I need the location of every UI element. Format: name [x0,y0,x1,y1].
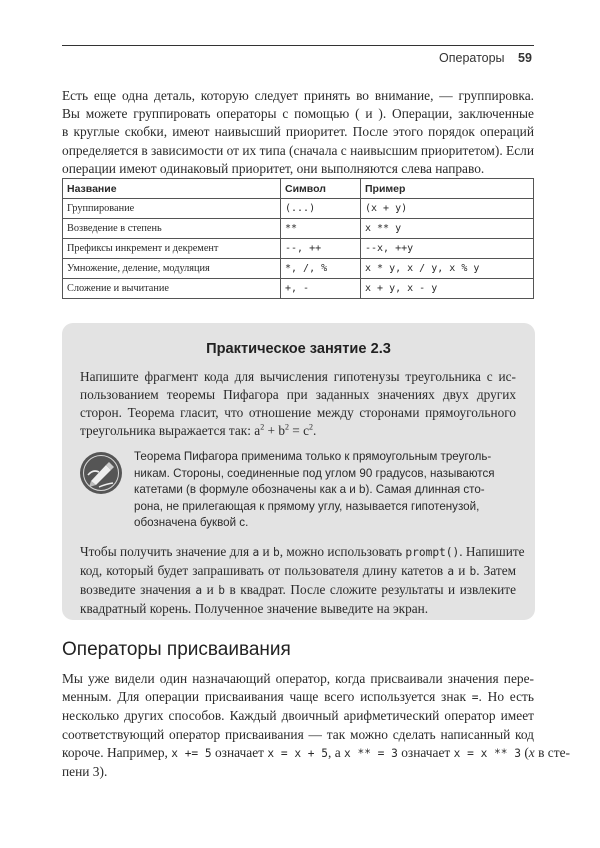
cell-example: x * y, x / y, x % y [361,259,534,279]
section-heading: Операторы присваивания [62,639,291,660]
cell-example: x ** y [361,219,534,239]
hint-line: код, который будет запрашивать от пользователя длину катетов a и b. Затем [80,563,517,578]
table-row [63,259,534,279]
exercise-hint [80,543,525,618]
cell-name: Возведение в степень [63,219,281,239]
exercise-note [134,449,495,532]
cell-example: (x + y) [361,199,534,219]
assignment-line: пени 3). [62,764,108,780]
assignment-line: соответствующий оператор присваивания — так можно сделать написанный код [62,726,534,742]
column-header-name: Название [63,179,281,199]
note-line: катетами (в формуле обозначены как a и b). Самая длинная сто- [134,483,485,496]
intro-line: операции имеют одинаковый приоритет, они выполняются слева направо. [62,160,485,176]
assignment-line: несколько других способов. Каждый двоичный арифметический оператор имеет [62,708,534,724]
intro-line: Вы можете группировать операторы с помощью ( и ). Операции, заключенные [62,106,534,122]
task-line: Напишите фрагмент кода для вычисления гипотенузы треугольника с ис- [80,369,516,384]
note-line: обозначена буквой c. [134,516,249,529]
header-rule [62,45,534,46]
operators-table [62,178,534,299]
intro-line: определяется в зависимости от их типа (сначала с наивысшим приоритетом). Если [62,142,535,158]
cell-example: x + y, x - y [361,279,534,299]
cell-name: Префиксы инкремент и декремент [63,239,281,259]
running-header-section: Операторы [439,51,505,65]
cell-name: Умножение, деление, модуляция [63,259,281,279]
cell-name: Сложение и вычитание [63,279,281,299]
table-row [63,219,534,239]
intro-paragraph [62,87,534,178]
assignment-line: менным. Для операции присваивания чаще всего используется знак =. Но есть [62,689,534,705]
cell-symbol: ** [281,219,361,239]
exercise-title: Практическое занятие 2.3 [206,341,391,357]
cell-symbol: (...) [281,199,361,219]
exercise-task [80,368,516,440]
hint-line: Чтобы получить значение для a и b, можно использовать prompt(). Напишите [80,544,525,559]
table-row [63,239,534,259]
intro-line: Есть еще одна деталь, которую следует принять во внимание, — группировка. [62,88,534,103]
cell-symbol: --, ++ [281,239,361,259]
table-row [63,199,534,219]
assignment-line: короче. Например, x += 5 означает x = x + 5, а x ** = 3 означает x = x ** 3 (x в сте- [62,744,570,760]
table-row [63,279,534,299]
pencil-note-icon [79,451,123,495]
intro-line: в круглые скобки, имеют наивысший приоритет. После этого порядок операций [62,124,534,140]
note-line: Теорема Пифагора применима только к прямоугольным треуголь- [134,450,492,463]
cell-name: Группирование [63,199,281,219]
page-number: 59 [518,51,532,65]
assignment-paragraph [62,670,570,781]
task-formula-line: треугольника выражается так: $a^2 + b^2 = c^2$. [80,422,317,438]
hint-line: возведите значения a и b в квадрат. После сложите результаты и извлеките [80,582,516,597]
task-line: сторон. Теорема гласит, что отношение между сторонами прямоугольного [80,405,516,420]
table-header-row [63,179,534,199]
note-line: рона, не прилегающая к прямому углу, называется гипотенузой, [134,499,480,513]
cell-symbol: *, /, % [281,259,361,279]
cell-example: --x, ++y [361,239,534,259]
hint-line: квадратный корень. Полученное значение выведите на экран. [80,601,429,616]
cell-symbol: +, - [281,279,361,299]
note-line: никам. Стороны, соединенные под углом 90 градусов, называются [134,466,495,480]
column-header-symbol: Символ [281,179,361,199]
task-line: пользованием теоремы Пифагора при заданных значениях двух других [80,387,516,402]
column-header-example: Пример [361,179,534,199]
assignment-line: Мы уже видели один назначающий оператор, когда присваивали значения пере- [62,671,534,686]
